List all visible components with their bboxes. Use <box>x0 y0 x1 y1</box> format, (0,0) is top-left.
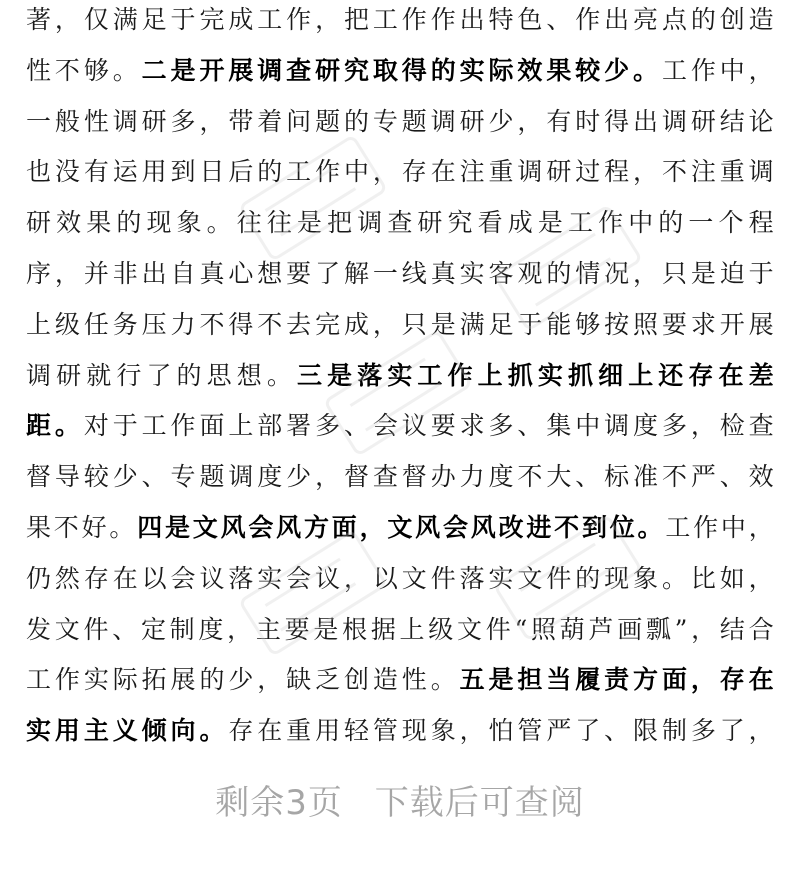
text-line: 调 研 就 行 了 的 思 想 。 三 是 落 实 工 作 上 抓 实 抓 细 上 还 存 在 差 <box>26 360 774 390</box>
text-line: 距 。 对 于 工 作 面 上 部 署 多 、 会 议 要 求 多 、 集 中 调 度 多 ， 检 查 <box>26 411 774 441</box>
text-line: 上 级 任 务 压 力 不 得 不 去 完 成 ， 只 是 满 足 于 能 够 按 照 要 求 开 展 <box>26 309 774 339</box>
text-line: 著 ， 仅 满 足 于 完 成 工 作 ， 把 工 作 作 出 特 色 、 作 出 亮 点 的 创 造 <box>26 5 774 34</box>
text-line: 工 作 实 际 拓 展 的 少 ， 缺 乏 创 造 性 。 五 是 担 当 履 责 方 面 ， 存 在 <box>26 665 774 695</box>
text-line: 性 不 够 。 二 是 开 展 调 查 研 究 取 得 的 实 际 效 果 较 少 。 工 作 中 ， <box>26 55 774 85</box>
text-line: 一 般 性 调 研 多 ， 带 着 问 题 的 专 题 调 研 少 ， 有 时 得 出 调 研 结 论 <box>26 106 774 136</box>
text-line: 研 效 果 的 现 象 。 往 往 是 把 调 查 研 究 看 成 是 工 作 中 的 一 个 程 <box>26 208 774 238</box>
text-line: 发 文 件 、 定 制 度 ， 主 要 是 根 据 上 级 文 件 “ 照 葫 芦 画 瓢 ” ， 结 合 <box>26 614 774 644</box>
text-line: 序 ， 并 非 出 自 真 心 想 要 了 解 一 线 真 实 客 观 的 情 况 ， 只 是 迫 于 <box>26 259 774 288</box>
remaining-pages-label: 剩余3页 <box>215 783 343 823</box>
text-line: 督 导 较 少 、 专 题 调 度 少 ， 督 查 督 办 力 度 不 大 、 标 准 不 严 、 效 <box>26 462 774 492</box>
text-line: 仍 然 存 在 以 会 议 落 实 会 议 ， 以 文 件 落 实 文 件 的 现 象 。 比 如 ， <box>26 563 774 593</box>
text-line: 果 不 好 。 四 是 文 风 会 风 方 面 ， 文 风 会 风 改 进 不 到 位 。 工 作 中 ， <box>26 513 774 542</box>
text-line: 也 没 有 运 用 到 日 后 的 工 作 中 ， 存 在 注 重 调 研 过 程 ， 不 注 重 调 <box>26 157 774 187</box>
download-prompt[interactable] <box>0 778 800 828</box>
download-to-view-label[interactable]: 下载后可查阅 <box>374 783 585 823</box>
text-line: 实 用 主 义 倾 向 。 存 在 重 用 轻 管 现 象 ， 怕 管 严 了 、 限 制 多 了 ， <box>26 716 774 746</box>
